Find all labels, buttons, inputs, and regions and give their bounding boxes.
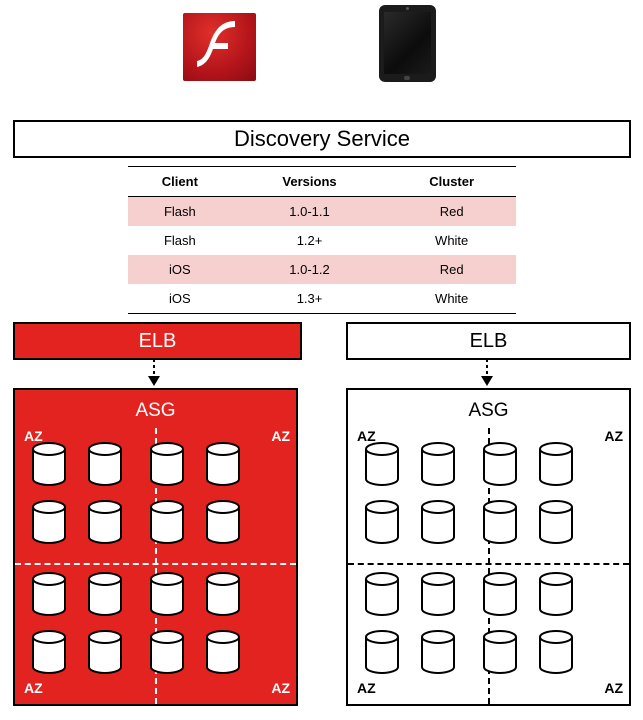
database-icon bbox=[482, 442, 518, 486]
database-icon bbox=[87, 630, 123, 674]
cell-client: iOS bbox=[169, 291, 191, 306]
table-row bbox=[128, 284, 516, 314]
cell-client: Flash bbox=[163, 233, 196, 248]
database-icon bbox=[420, 572, 456, 616]
database-icon bbox=[364, 630, 400, 674]
asg-red-title: ASG bbox=[135, 400, 176, 421]
elb-white-label: ELB bbox=[469, 330, 508, 352]
database-icon bbox=[538, 500, 574, 544]
elb-red bbox=[13, 322, 302, 360]
database-icon bbox=[149, 500, 185, 544]
az-divider-horizontal bbox=[15, 563, 296, 565]
tablet-icon bbox=[379, 5, 436, 82]
discovery-service-box bbox=[13, 120, 631, 158]
table-row bbox=[128, 197, 516, 227]
database-icon bbox=[149, 572, 185, 616]
az-label-top-right: AZ bbox=[604, 428, 623, 444]
az-divider-horizontal bbox=[348, 563, 629, 565]
database-icon bbox=[482, 630, 518, 674]
database-icon bbox=[87, 500, 123, 544]
database-icon bbox=[364, 572, 400, 616]
cell-cluster: Red bbox=[387, 255, 516, 284]
routing-table bbox=[128, 166, 516, 314]
arrow-down-icon bbox=[147, 359, 161, 387]
database-icon bbox=[420, 630, 456, 674]
cell-versions: 1.0-1.2 bbox=[232, 255, 388, 284]
database-icon bbox=[149, 442, 185, 486]
az-label-top-right: AZ bbox=[271, 428, 290, 444]
database-icon bbox=[205, 442, 241, 486]
arrow-down-icon bbox=[480, 359, 494, 387]
cell-client: Flash bbox=[128, 197, 232, 227]
database-icon bbox=[149, 630, 185, 674]
cell-versions: 1.0-1.1 bbox=[232, 197, 388, 227]
database-icon bbox=[364, 500, 400, 544]
header-client: Client bbox=[128, 167, 232, 197]
asg-red bbox=[13, 388, 298, 706]
cell-cluster: White bbox=[435, 233, 469, 248]
adobe-flash-icon bbox=[183, 13, 256, 81]
table-row bbox=[128, 255, 516, 284]
elb-red-label: ELB bbox=[138, 330, 177, 352]
cell-cluster: Red bbox=[387, 197, 516, 227]
database-icon bbox=[31, 500, 67, 544]
database-icon bbox=[482, 572, 518, 616]
cell-client: iOS bbox=[128, 255, 232, 284]
header-versions: Versions bbox=[232, 167, 388, 197]
database-icon bbox=[205, 500, 241, 544]
discovery-service-title: Discovery Service bbox=[233, 126, 411, 151]
cell-versions: 1.3+ bbox=[296, 291, 323, 306]
az-label-bottom-right: AZ bbox=[604, 680, 623, 696]
elb-white bbox=[346, 322, 631, 360]
database-icon bbox=[205, 572, 241, 616]
az-label-top-left: AZ bbox=[24, 428, 43, 444]
database-icon bbox=[538, 572, 574, 616]
cell-versions: 1.2+ bbox=[296, 233, 323, 248]
database-icon bbox=[538, 442, 574, 486]
database-icon bbox=[31, 442, 67, 486]
database-icon bbox=[420, 442, 456, 486]
database-icon bbox=[205, 630, 241, 674]
database-icon bbox=[364, 442, 400, 486]
database-icon bbox=[31, 572, 67, 616]
table-row bbox=[128, 226, 516, 255]
database-icon bbox=[31, 630, 67, 674]
cell-cluster: White bbox=[435, 291, 469, 306]
az-label-bottom-right: AZ bbox=[271, 680, 290, 696]
database-icon bbox=[482, 500, 518, 544]
az-label-top-left: AZ bbox=[357, 428, 376, 444]
asg-white-title: ASG bbox=[468, 400, 509, 421]
az-label-bottom-left: AZ bbox=[357, 680, 376, 696]
database-icon bbox=[87, 442, 123, 486]
database-icon bbox=[420, 500, 456, 544]
az-label-bottom-left: AZ bbox=[24, 680, 43, 696]
database-icon bbox=[538, 630, 574, 674]
asg-white bbox=[346, 388, 631, 706]
header-cluster: Cluster bbox=[387, 167, 516, 197]
database-icon bbox=[87, 572, 123, 616]
